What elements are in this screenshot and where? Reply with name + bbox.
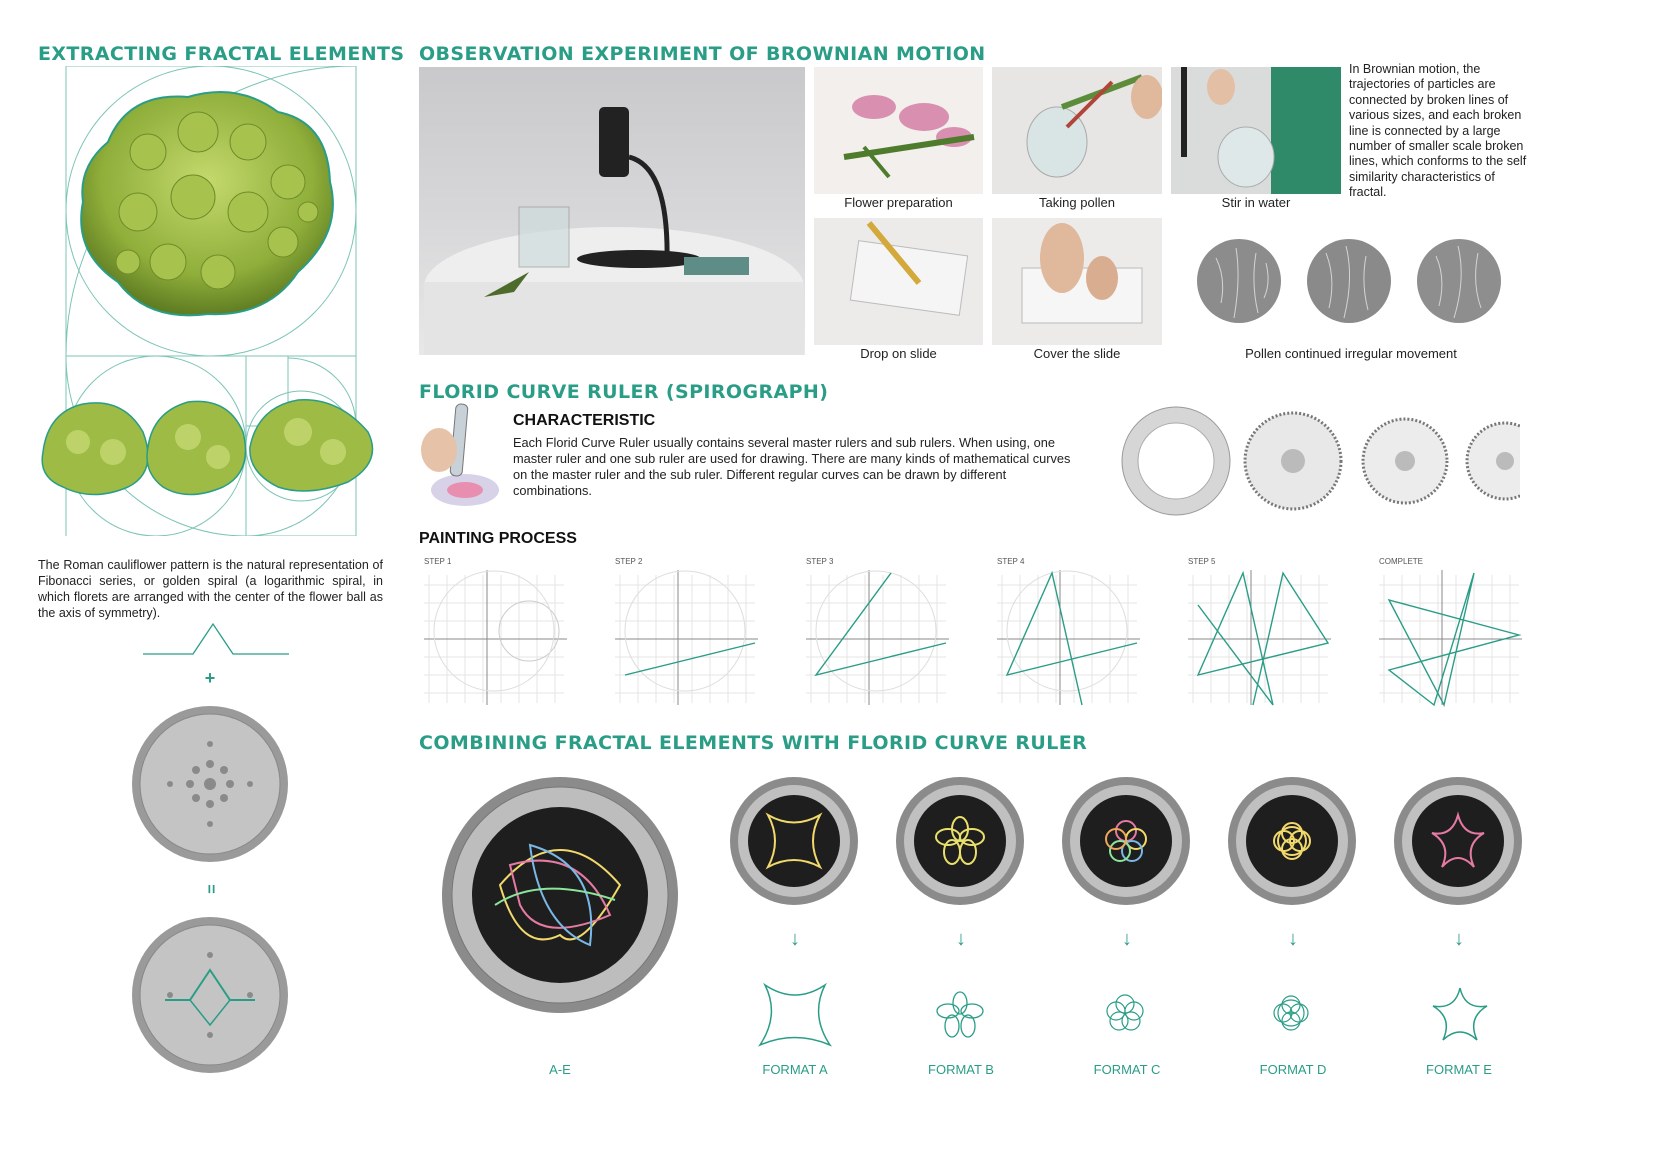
cover-slide-photo xyxy=(992,218,1162,345)
arrow-format-a: ↓ xyxy=(790,928,800,950)
format-label-e: FORMAT E xyxy=(1426,1062,1492,1077)
spirograph-rulers xyxy=(1120,405,1520,520)
caption-taking-pollen: Taking pollen xyxy=(1039,195,1115,210)
flower-preparation-photo xyxy=(814,67,983,194)
step-plot-2 xyxy=(610,555,760,707)
gear-ruler-with-pattern xyxy=(130,915,290,1075)
combining-section-title: COMBINING FRACTAL ELEMENTS WITH FLORID CURVE RULER xyxy=(419,732,1088,754)
gear-ruler-plain xyxy=(130,704,290,864)
fractal-peak-line xyxy=(143,620,289,656)
painting-process-title: PAINTING PROCESS xyxy=(419,530,577,547)
format-d-curve xyxy=(1266,988,1316,1038)
format-a-plate xyxy=(728,775,860,907)
fractal-description: The Roman cauliflower pattern is the natural representation of Fibonacci series, or golden spiral (a logarithmic spiral, in which florets are arranged with the center of the flower ball as the axis of symmetry). xyxy=(38,558,383,620)
drop-on-slide-photo xyxy=(814,218,983,345)
step-plot-3 xyxy=(801,555,951,707)
characteristic-text: Each Florid Curve Ruler usually contains several master rulers and sub rulers. When using, one master ruler and one sub ruler are used for drawing. There are many kinds of mathematical curves on the master ruler and the sub ruler. Different regular curves can be drawn by different combinations. xyxy=(513,435,1071,498)
format-label-c: FORMAT C xyxy=(1093,1062,1161,1077)
step-label-complete: COMPLETE xyxy=(1379,557,1424,566)
format-c-plate xyxy=(1060,775,1192,907)
format-b-curve xyxy=(930,985,990,1045)
step-label-3: STEP 3 xyxy=(806,557,834,566)
step-plot-1 xyxy=(419,555,569,707)
format-label-b: FORMAT B xyxy=(928,1062,994,1077)
pollen-micrographs xyxy=(1196,238,1506,328)
format-d-plate xyxy=(1226,775,1358,907)
characteristic-title: CHARACTERISTIC xyxy=(513,412,656,429)
romanesco-cauliflower-row xyxy=(38,392,383,502)
romanesco-cauliflower-large xyxy=(68,82,343,322)
brownian-section-title: OBSERVATION EXPERIMENT OF BROWNIAN MOTION xyxy=(419,43,986,65)
format-b-plate xyxy=(894,775,1026,907)
caption-flower-preparation: Flower preparation xyxy=(844,195,953,210)
pollen-caption: Pollen continued irregular movement xyxy=(1245,346,1457,361)
step-plot-5 xyxy=(1183,555,1333,707)
format-label-a: FORMAT A xyxy=(762,1062,828,1077)
step-label-2: STEP 2 xyxy=(615,557,643,566)
stir-in-water-photo xyxy=(1171,67,1341,194)
caption-cover-slide: Cover the slide xyxy=(1033,346,1121,361)
plus-sign: + xyxy=(204,668,216,688)
spirograph-pen-photo xyxy=(417,402,502,514)
fractal-section-title: EXTRACTING FRACTAL ELEMENTS xyxy=(38,43,405,65)
brownian-description: In Brownian motion, the trajectories of particles are connected by broken lines of various sizes, and each broken line is connected by a large number of smaller scale broken lines, which conforms to the self similarity characteristics of fractal. xyxy=(1349,62,1527,200)
arrow-format-d: ↓ xyxy=(1288,928,1298,950)
step-label-1: STEP 1 xyxy=(424,557,452,566)
arrow-format-e: ↓ xyxy=(1454,928,1464,950)
caption-stir-in-water: Stir in water xyxy=(1221,195,1291,210)
step-label-5: STEP 5 xyxy=(1188,557,1216,566)
caption-drop-on-slide: Drop on slide xyxy=(860,346,937,361)
combined-ruler-a-e xyxy=(440,775,680,1015)
format-e-curve xyxy=(1425,980,1495,1050)
spirograph-section-title: FLORID CURVE RULER (SPIROGRAPH) xyxy=(419,381,829,403)
taking-pollen-photo xyxy=(992,67,1162,194)
format-e-plate xyxy=(1392,775,1524,907)
step-plot-complete xyxy=(1374,555,1524,707)
format-label-d: FORMAT D xyxy=(1259,1062,1327,1077)
arrow-format-c: ↓ xyxy=(1122,928,1132,950)
step-label-4: STEP 4 xyxy=(997,557,1025,566)
arrow-format-b: ↓ xyxy=(956,928,966,950)
format-c-curve xyxy=(1100,988,1150,1038)
format-a-curve xyxy=(750,975,840,1055)
step-plot-4 xyxy=(992,555,1142,707)
equals-sign: = xyxy=(202,884,219,894)
microscope-setup-photo xyxy=(419,67,805,355)
format-label-a-e: A-E xyxy=(549,1062,571,1077)
